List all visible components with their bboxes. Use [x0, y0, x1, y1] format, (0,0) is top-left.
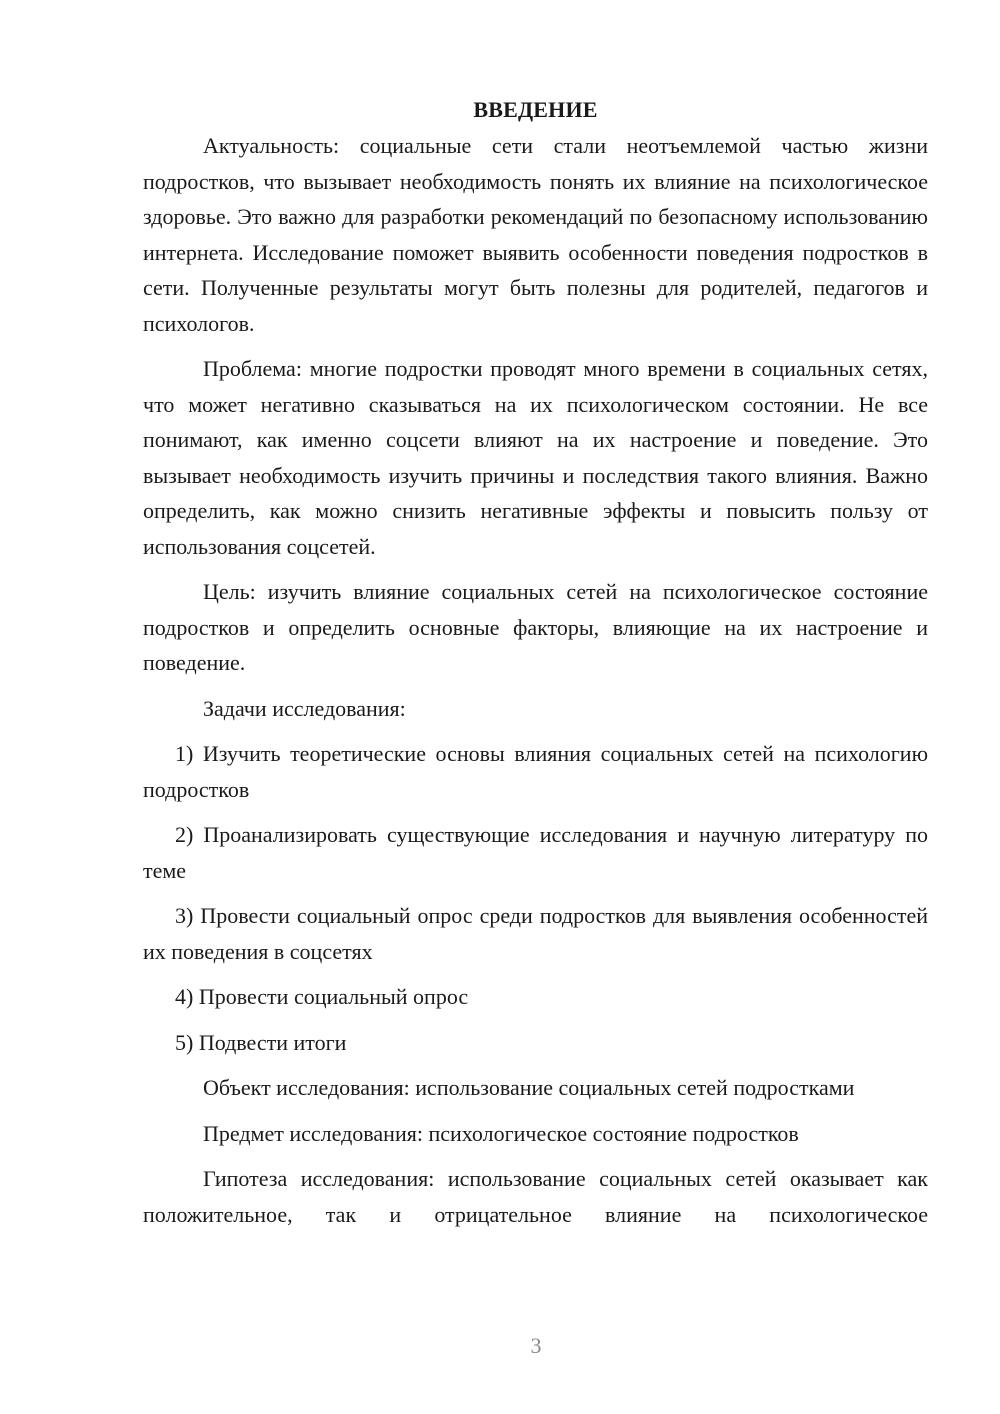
- task-item-3: 3) Провести социальный опрос среди подростков для выявления особенностей их поведения в соцсетях: [143, 903, 928, 964]
- paragraph-subject: Предмет исследования: психологическое состояние подростков: [203, 1120, 799, 1146]
- paragraph-goal: Цель: изучить влияние социальных сетей на психологическое состояние подростков и определить основные факторы, влияющие на их настроение и поведение.: [143, 579, 928, 675]
- task-item-1: 1) Изучить теоретические основы влияния социальных сетей на психологию подростков: [143, 741, 928, 802]
- page-title: ВВЕДЕНИЕ: [473, 97, 598, 122]
- page-number: 3: [530, 1333, 542, 1358]
- task-item-4: 4) Провести социальный опрос: [175, 984, 469, 1009]
- page-content: [143, 92, 928, 1242]
- paragraph-problem: Проблема: многие подростки проводят много времени в социальных сетях, что может негативно сказываться на их психологическом состоянии. Не все понимают, как именно соцсети влияют на их настроение и поведение. Это вызывает необходимость изучить причины и последствия такого влияния. Важно определить, как можно снизить негативные эффекты и повысить пользу от использования соцсетей.: [143, 356, 928, 559]
- paragraph-hypothesis: Гипотеза исследования: использование социальных сетей оказывает как положительное, так и отрицательное влияние на психологическое: [143, 1166, 928, 1227]
- tasks-heading: Задачи исследования:: [203, 695, 406, 721]
- paragraph-object: Объект исследования: использование социальных сетей подростками: [203, 1075, 855, 1100]
- paragraph-relevance: Актуальность: социальные сети стали неотъемлемой частью жизни подростков, что вызывает необходимость понять их влияние на психологическое здоровье. Это важно для разработки рекомендаций по безопасному использованию интернета. Исследование поможет выявить особенности поведения подростков в сети. Полученные результаты могут быть полезны для родителей, педагогов и психологов.: [143, 133, 928, 336]
- task-item-5: 5) Подвести итоги: [175, 1029, 347, 1055]
- task-item-2: 2) Проанализировать существующие исследования и научную литературу по теме: [143, 822, 928, 883]
